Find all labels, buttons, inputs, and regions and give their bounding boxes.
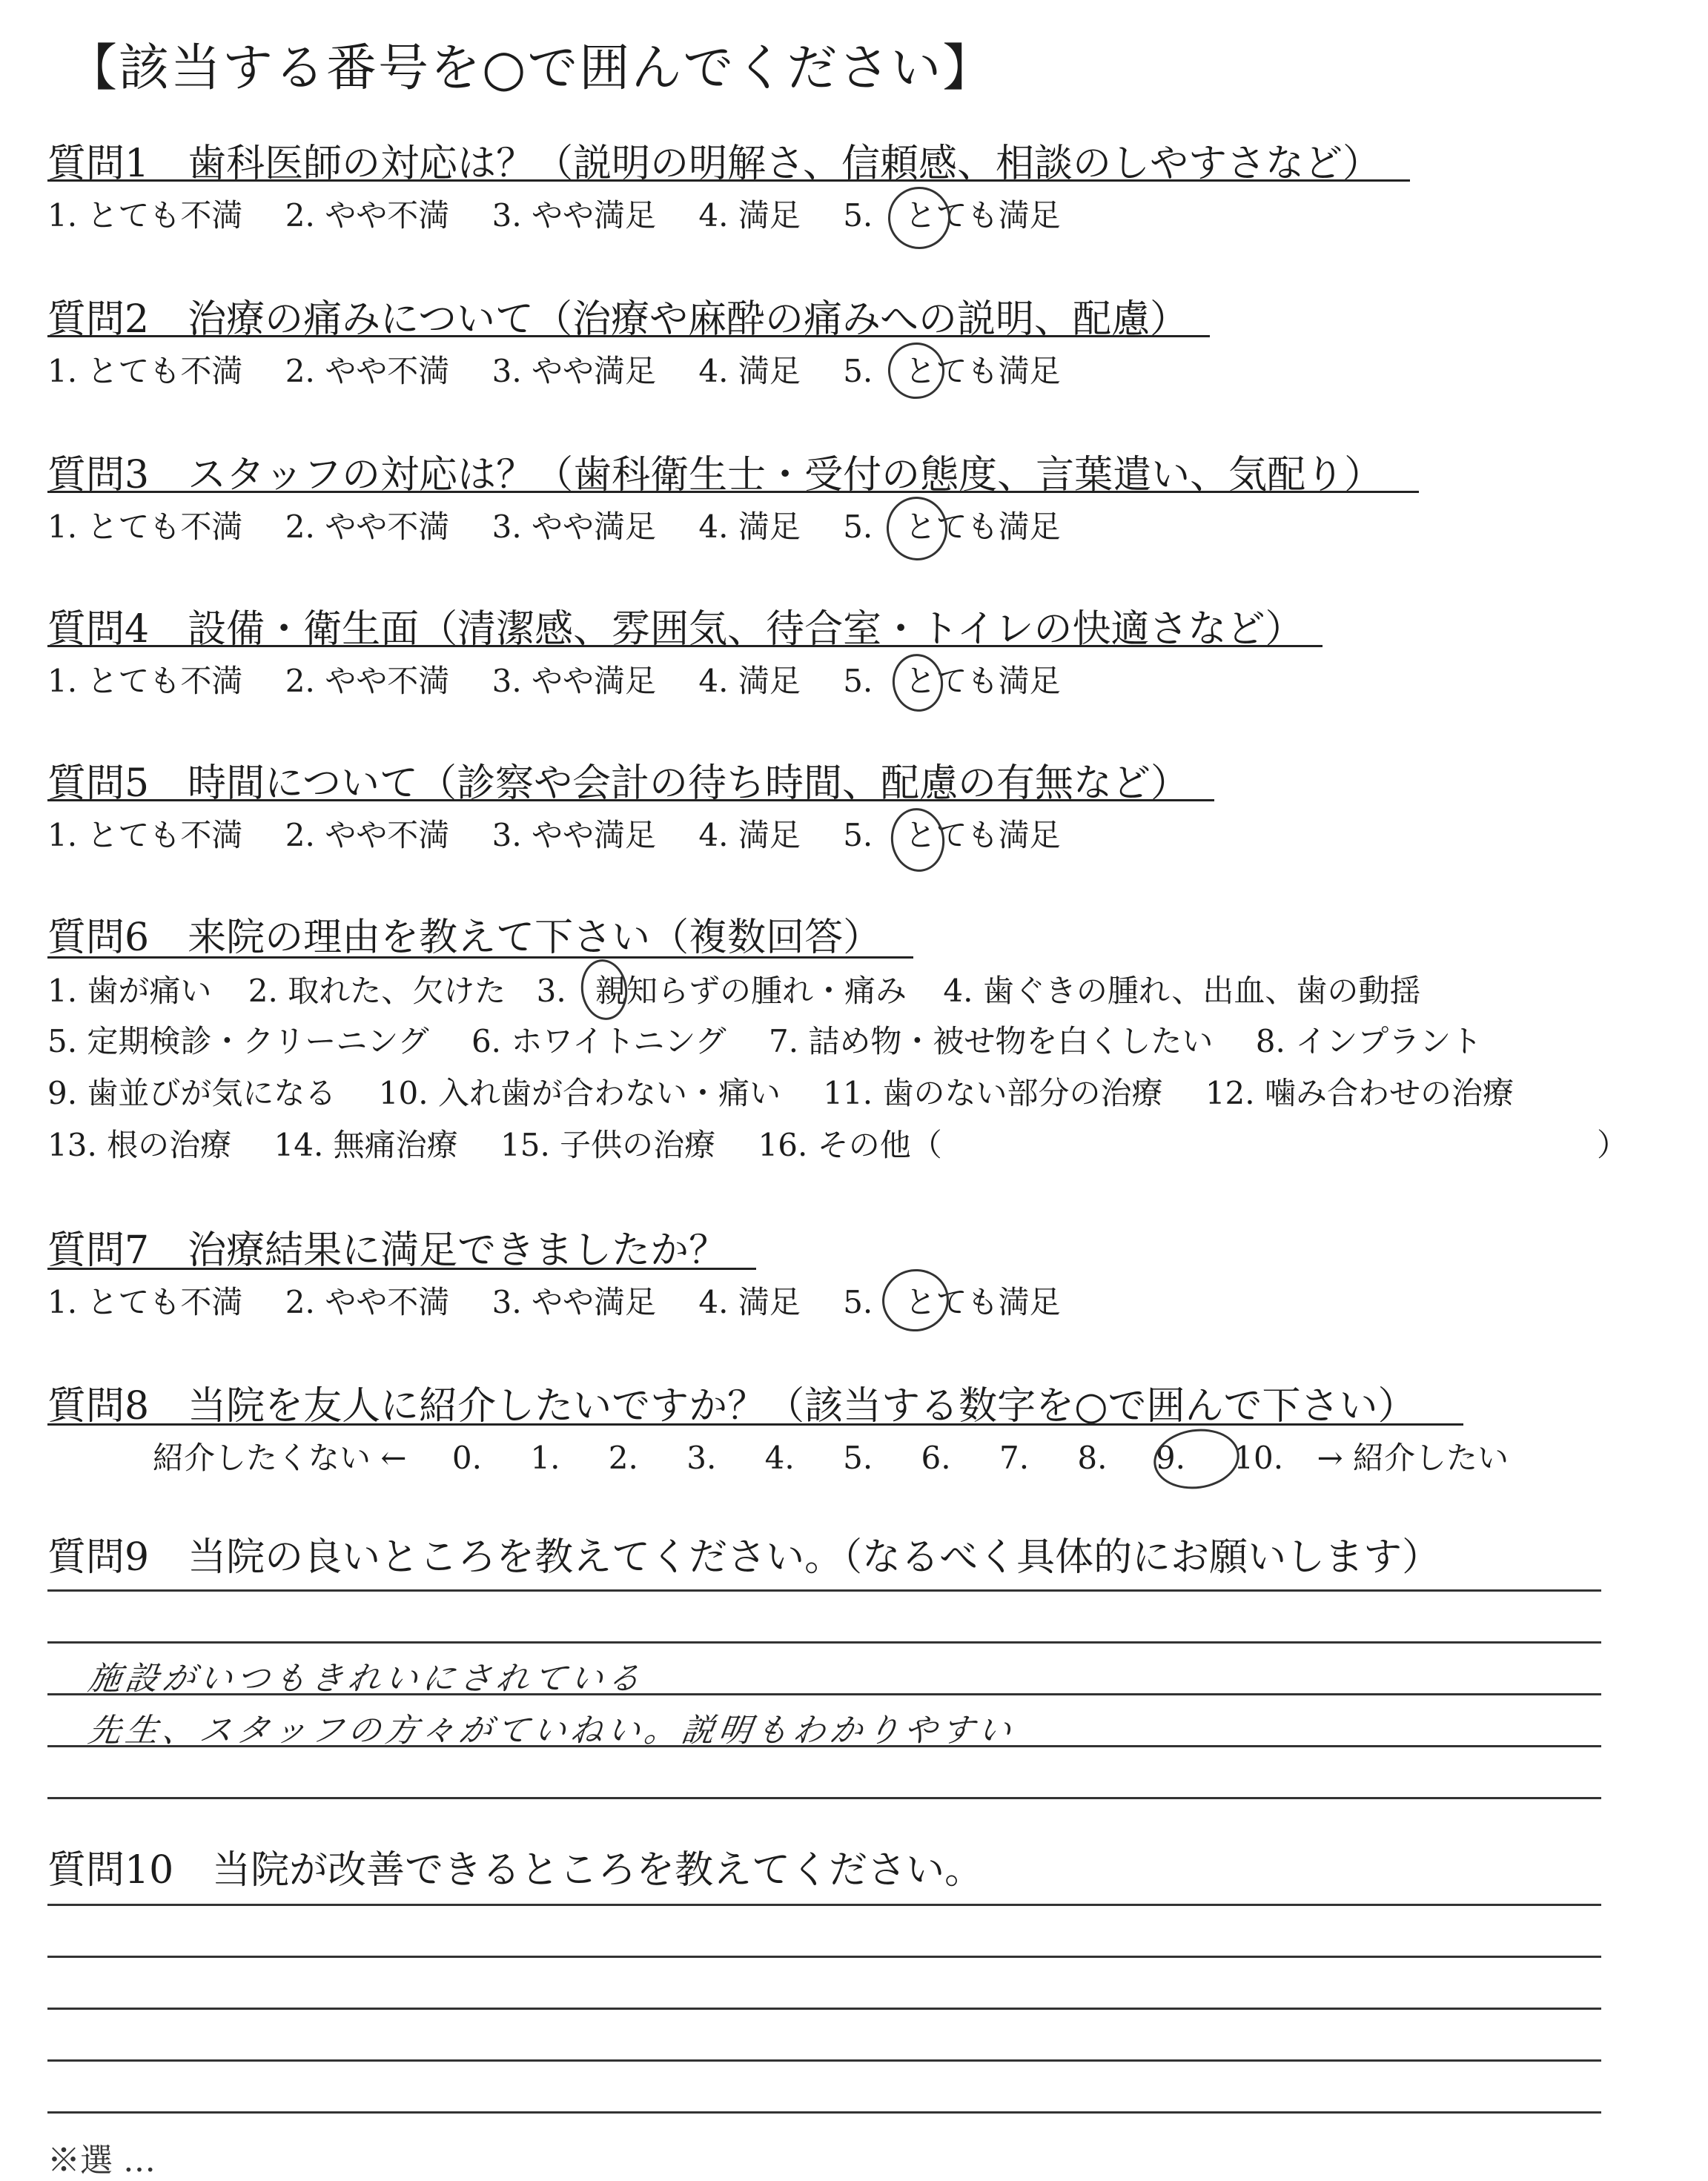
q9-handwritten-answer-1: 施設がいつもきれいにされている — [85, 1660, 647, 1698]
q6-option-9[interactable]: 9. 歯並びが気になる — [47, 1075, 337, 1111]
q6-other-close-paren: ） — [1597, 1127, 1629, 1163]
q8-option-10[interactable]: 10. — [1234, 1440, 1284, 1476]
q6-option-2[interactable]: 2. 取れた、欠けた — [248, 973, 506, 1009]
q7-selection-circle — [878, 1265, 953, 1336]
question-8-label: 質問8 当院を友人に紹介したいですか？（該当する数字を○で囲んで下さい） — [47, 1384, 1417, 1429]
question-8-underline — [47, 1423, 1463, 1426]
q8-option-1[interactable]: 1. — [530, 1440, 560, 1476]
question-4-label: 質問4 設備・衛生面（清潔感、雰囲気、待合室・トイレの快適さなど） — [47, 607, 1304, 652]
q1-option-5[interactable]: 5. — [843, 197, 873, 234]
q5-option-5-label: とても満足 — [904, 817, 1061, 853]
q8-option-4[interactable]: 4. — [764, 1440, 795, 1476]
question-5-underline — [47, 799, 1214, 801]
q4-option-5-label: とても満足 — [904, 663, 1061, 699]
q3-option-5-label: とても満足 — [904, 509, 1061, 545]
q2-option-2[interactable]: 2. やや不満 — [285, 353, 450, 389]
q5-option-3[interactable]: 3. やや満足 — [491, 817, 657, 853]
q8-option-8[interactable]: 8. — [1077, 1440, 1108, 1476]
q1-option-3[interactable]: 3. やや満足 — [491, 197, 657, 234]
q6-option-15[interactable]: 15. 子供の治療 — [500, 1127, 716, 1163]
question-8-scale — [153, 1434, 1509, 1478]
question-6-row-3 — [47, 1069, 1514, 1113]
question-7-underline — [47, 1268, 756, 1270]
q4-option-5[interactable]: 5. — [843, 663, 873, 699]
question-3-underline — [47, 491, 1419, 493]
q4-option-4[interactable]: 4. 満足 — [698, 663, 801, 699]
q6-option-13[interactable]: 13. 根の治療 — [47, 1127, 232, 1163]
q8-left-label: 紹介したくない ← — [153, 1440, 407, 1476]
q3-option-1[interactable]: 1. とても不満 — [47, 509, 243, 545]
form-title: 【該当する番号を○で囲んでください】 — [67, 39, 995, 98]
question-1-underline — [47, 179, 1410, 182]
q6-option-10[interactable]: 10. 入れ歯が合わない・痛い — [378, 1075, 781, 1111]
q7-option-2[interactable]: 2. やや不満 — [285, 1284, 450, 1320]
q2-option-3[interactable]: 3. やや満足 — [491, 353, 657, 389]
q6-option-7[interactable]: 7. 詰め物・被せ物を白くしたい — [768, 1023, 1214, 1059]
q8-option-3[interactable]: 3. — [686, 1440, 717, 1476]
q8-option-6[interactable]: 6. — [921, 1440, 951, 1476]
q1-option-5-label: とても満足 — [904, 197, 1061, 234]
q9-answer-line-1 — [47, 1589, 1601, 1592]
q4-option-1[interactable]: 1. とても不満 — [47, 663, 243, 699]
q6-option-8[interactable]: 8. インプラント — [1255, 1023, 1483, 1059]
q2-option-1[interactable]: 1. とても不満 — [47, 353, 243, 389]
q10-answer-line-4 — [47, 2059, 1601, 2062]
q3-option-5[interactable]: 5. — [843, 509, 873, 545]
q8-option-7[interactable]: 7. — [999, 1440, 1030, 1476]
q7-option-1[interactable]: 1. とても不満 — [47, 1284, 243, 1320]
q7-option-5[interactable]: 5. — [843, 1284, 873, 1320]
question-6-label: 質問6 来院の理由を教えて下さい（複数回答） — [47, 916, 882, 960]
q1-option-2[interactable]: 2. やや不満 — [285, 197, 450, 234]
question-4-underline — [47, 645, 1323, 647]
question-6-row-1 — [47, 967, 1420, 1011]
q9-handwritten-answer-2: 先生、スタッフの方々がていねい。説明もわかりやすい — [85, 1712, 1018, 1750]
question-6-row-2 — [47, 1017, 1482, 1062]
q6-option-14[interactable]: 14. 無痛治療 — [274, 1127, 458, 1163]
q7-option-4[interactable]: 4. 満足 — [698, 1284, 801, 1320]
q1-option-1[interactable]: 1. とても不満 — [47, 197, 243, 234]
q5-option-1[interactable]: 1. とても不満 — [47, 817, 243, 853]
q6-option-4[interactable]: 4. 歯ぐきの腫れ、出血、歯の動揺 — [943, 973, 1421, 1009]
q3-option-2[interactable]: 2. やや不満 — [285, 509, 450, 545]
question-6-underline — [47, 956, 913, 959]
q5-option-2[interactable]: 2. やや不満 — [285, 817, 450, 853]
q6-option-6[interactable]: 6. ホワイトニング — [471, 1023, 726, 1059]
question-7-label: 質問7 治療結果に満足できましたか？ — [47, 1228, 728, 1273]
q10-answer-line-5 — [47, 2111, 1601, 2114]
q6-option-5[interactable]: 5. 定期検診・クリーニング — [47, 1023, 429, 1059]
q4-option-3[interactable]: 3. やや満足 — [491, 663, 657, 699]
q5-option-4[interactable]: 4. 満足 — [698, 817, 801, 853]
q7-option-3[interactable]: 3. やや満足 — [491, 1284, 657, 1320]
q8-option-5[interactable]: 5. — [843, 1440, 873, 1476]
q2-option-5[interactable]: 5. — [843, 353, 873, 389]
q9-answer-line-5 — [47, 1797, 1601, 1799]
q5-option-5[interactable]: 5. — [843, 817, 873, 853]
q3-option-3[interactable]: 3. やや満足 — [491, 509, 657, 545]
q7-option-5-label: とても満足 — [904, 1284, 1061, 1320]
q6-option-16[interactable]: 16. その他（ — [758, 1127, 942, 1163]
q10-answer-line-3 — [47, 2008, 1601, 2010]
q6-option-3-label: 親知らずの腫れ・痛み — [595, 973, 907, 1009]
question-1-label: 質問1 歯科医師の対応は？（説明の明解さ、信頼感、相談のしやすさなど） — [47, 142, 1382, 186]
q6-option-3[interactable]: 3. — [536, 973, 566, 1009]
q2-option-4[interactable]: 4. 満足 — [698, 353, 801, 389]
q9-answer-line-2 — [47, 1641, 1601, 1644]
question-2-label: 質問2 治療の痛みについて（治療や麻酔の痛みへの説明、配慮） — [47, 297, 1189, 342]
q4-option-2[interactable]: 2. やや不満 — [285, 663, 450, 699]
question-10-label: 質問10 当院が改善できるところを教えてください。 — [47, 1848, 984, 1893]
q8-option-0[interactable]: 0. — [451, 1440, 482, 1476]
q6-option-1[interactable]: 1. 歯が痛い — [47, 973, 212, 1009]
q1-option-4[interactable]: 4. 満足 — [698, 197, 801, 234]
footer-cutoff-text: ※選 … — [47, 2142, 156, 2180]
q6-option-12[interactable]: 12. 噛み合わせの治療 — [1205, 1075, 1514, 1111]
question-6-row-4 — [47, 1121, 942, 1165]
q8-option-9[interactable]: 9. — [1155, 1440, 1185, 1476]
q6-option-11[interactable]: 11. 歯のない部分の治療 — [823, 1075, 1163, 1111]
q2-option-5-label: とても満足 — [904, 353, 1061, 389]
question-5-label: 質問5 時間について（診察や会計の待ち時間、配慮の有無など） — [47, 761, 1190, 806]
question-2-underline — [47, 335, 1210, 337]
question-3-label: 質問3 スタッフの対応は？（歯科衛生士・受付の態度、言葉遣い、気配り） — [47, 453, 1383, 497]
q8-right-label: → 紹介したい — [1317, 1440, 1509, 1476]
q10-answer-line-2 — [47, 1956, 1601, 1958]
q3-option-4[interactable]: 4. 満足 — [698, 509, 801, 545]
q8-option-2[interactable]: 2. — [608, 1440, 638, 1476]
q10-answer-line-1 — [47, 1904, 1601, 1906]
question-9-label: 質問9 当院の良いところを教えてください。（なるべく具体的にお願いします） — [47, 1535, 1441, 1580]
